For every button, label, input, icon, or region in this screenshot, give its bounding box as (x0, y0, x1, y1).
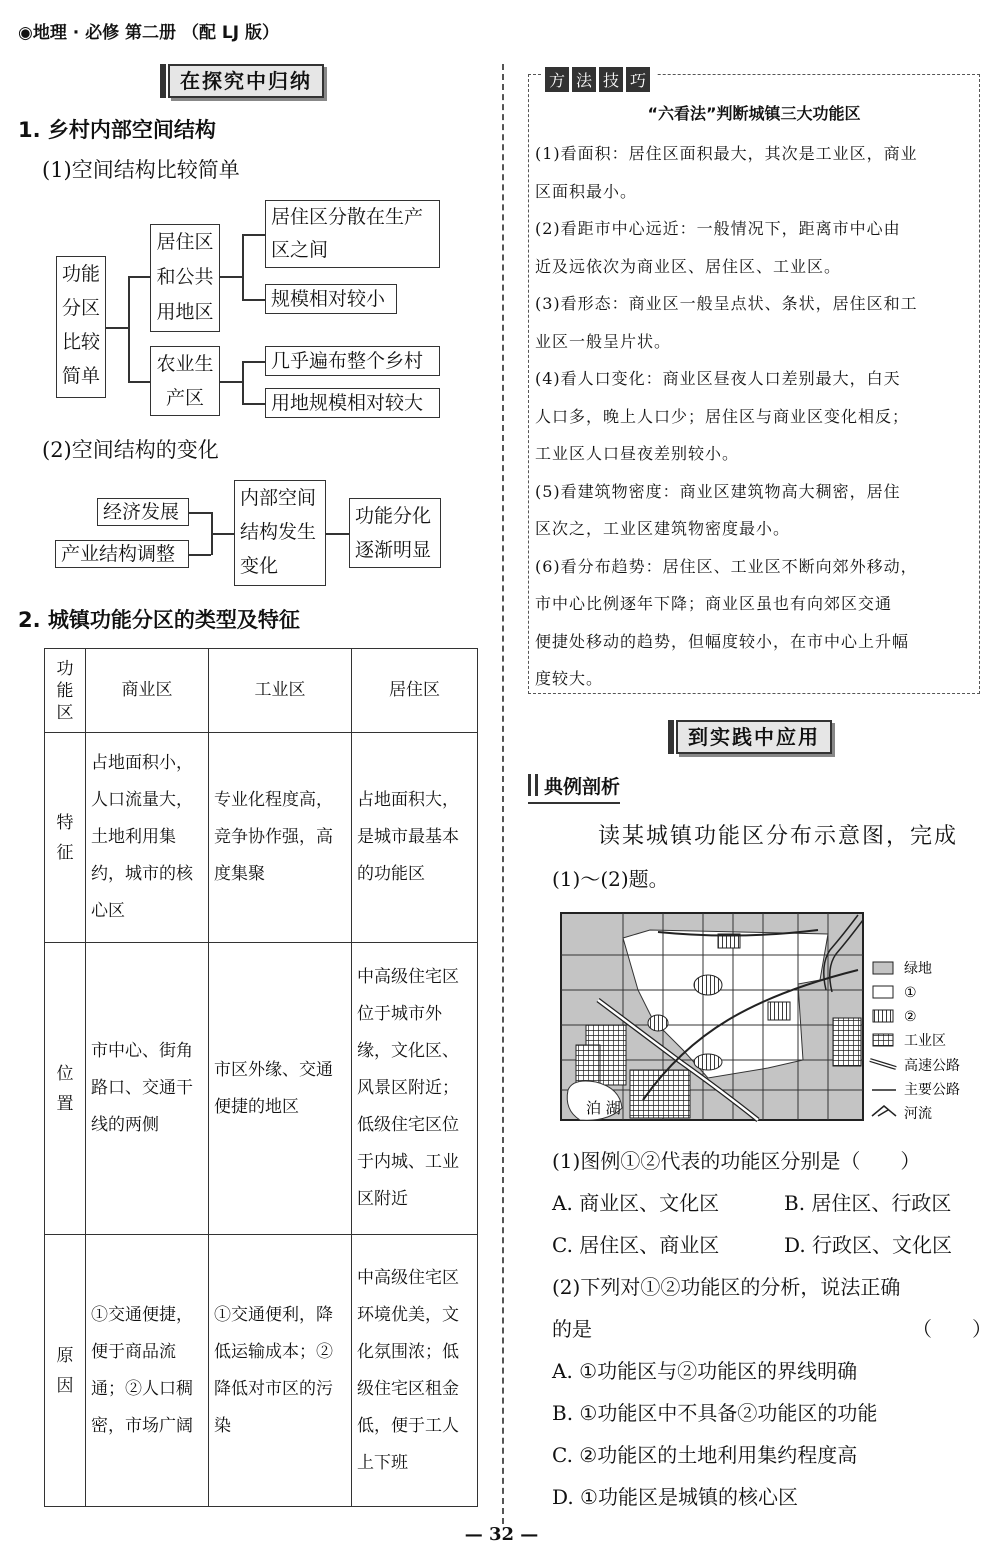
table-header-cell: 功能区 (45, 649, 86, 733)
column-divider (502, 64, 504, 1524)
tips-line: 区次之，工业区建筑物密度最小。 (535, 519, 791, 538)
table-cell: ①交通便捷，便于商品流通；②人口稠密，市场广阔 (86, 1235, 209, 1507)
table-cell: ①交通便利，降低运输成本；②降低对市区的污染 (209, 1235, 352, 1507)
question-2-option-d[interactable]: D. ①功能区是城镇的核心区 (552, 1485, 798, 1509)
map-zone-2-area (648, 1015, 668, 1031)
map-lake-label: 泊 湖 (586, 1099, 621, 1117)
diagram-leaf-3: 几乎遍布整个乡村 (265, 346, 440, 376)
legend-zone-2: ② (904, 1009, 917, 1025)
diagram2-input-1: 经济发展 (97, 498, 189, 526)
diagram-agriculture-box: 农业生 产区 (150, 346, 220, 416)
table-cell: 占地面积大，是城市最基本的功能区 (352, 733, 478, 943)
tips-line: (2)看距市中心远近：一般情况下，距离市中心由 (535, 219, 901, 238)
diagram-root-box: 功能 分区 比较 简单 (56, 256, 106, 398)
tips-line: (4)看人口变化：商业区昼夜人口差别最大，白天 (535, 369, 901, 388)
section-2-title: 2. 城镇功能分区的类型及特征 (18, 608, 300, 632)
question-2-option-b[interactable]: B. ①功能区中不具备②功能区的功能 (552, 1401, 878, 1425)
subsection-1-1: (1)空间结构比较简单 (42, 158, 240, 182)
table-cell: 市中心、街角路口、交通干线的两侧 (86, 943, 209, 1235)
question-1-option-d[interactable]: D. 行政区、文化区 (784, 1233, 953, 1257)
question-2-option-c[interactable]: C. ②功能区的土地利用集约程度高 (552, 1443, 858, 1467)
question-1-option-c[interactable]: C. 居住区、商业区 (552, 1233, 720, 1257)
tips-line: 近及远依次为商业区、居住区、工业区。 (535, 256, 842, 276)
method-tips-box (528, 71, 980, 694)
question-2-option-a[interactable]: A. ①功能区与②功能区的界线明确 (552, 1359, 858, 1383)
diagram2-mid-box: 内部空间 结构发生 变化 (234, 480, 326, 586)
legend-main-road: 主要公路 (904, 1082, 960, 1098)
town-zoning-map (558, 910, 978, 1125)
example-title: 典例剖析 (528, 772, 620, 804)
question-1-option-a[interactable]: A. 商业区、文化区 (552, 1191, 720, 1215)
example-intro-2: (1)～(2)题。 (552, 867, 669, 891)
tips-title: “六看法”判断城镇三大功能区 (647, 104, 861, 123)
example-intro-1: 读某城镇功能区分布示意图，完成 (598, 824, 959, 849)
table-row-label: 原因 (45, 1235, 86, 1507)
tips-tag: 方 法 技 巧 (541, 67, 657, 92)
table-row (45, 943, 478, 1235)
legend-river: 河流 (904, 1106, 932, 1122)
table-cell: 占地面积小，人口流量大，土地利用集约，城市的核心区 (86, 733, 209, 943)
table-header-cell: 商业区 (86, 649, 209, 733)
question-2-stem: (2)下列对①②功能区的分析，说法正确 (552, 1275, 901, 1299)
tips-line: (5)看建筑物密度：商业区建筑物高大稠密，居住 (535, 481, 901, 501)
question-1-stem: (1)图例①②代表的功能区分别是（ ） (552, 1149, 921, 1173)
tips-line: (1)看面积：居住区面积最大，其次是工业区，商业 (535, 144, 918, 163)
table-row (45, 733, 478, 943)
table-header-cell: 居住区 (352, 649, 478, 733)
diagram-leaf-2: 规模相对较小 (265, 284, 397, 314)
tips-line: 区面积最小。 (535, 181, 638, 201)
question-1-option-b[interactable]: B. 居住区、行政区 (784, 1191, 952, 1215)
tips-line: 便捷处移动的趋势，但幅度较小，在市中心上升幅 (535, 631, 910, 651)
legend-highway: 高速公路 (904, 1058, 960, 1074)
legend-zone-1: ① (904, 985, 917, 1001)
legend-industrial: 工业区 (904, 1033, 946, 1049)
tips-line: (6)看分布趋势：居住区、工业区不断向郊外移动， (535, 556, 918, 576)
tips-line: 市中心比例逐年下降；商业区虽也有向郊区交通 (535, 594, 893, 613)
tips-line: 度较大。 (535, 669, 604, 688)
table-cell: 市区外缘、交通便捷的地区 (209, 943, 352, 1235)
tips-line: (3)看形态：商业区一般呈点状、条状，居住区和工 (535, 294, 918, 313)
diagram2-input-2: 产业结构调整 (55, 540, 189, 568)
question-2-stem-cont: 的是 (552, 1317, 592, 1341)
subsection-1-2: (2)空间结构的变化 (42, 438, 219, 462)
table-cell: 中高级住宅区位于城市外缘，文化区、风景区附近；低级住宅区位于内城、工业区附近 (352, 943, 478, 1235)
tips-body (535, 135, 979, 698)
diagram-leaf-1: 居住区分散在生产 区之间 (265, 200, 440, 268)
map-zone-2-area (694, 975, 722, 995)
tips-line: 业区一般呈片状。 (535, 331, 672, 351)
table-row-label: 特征 (45, 733, 86, 943)
map-zone-2-area (768, 1002, 790, 1020)
legend-green: 绿地 (904, 961, 932, 977)
table-cell: 专业化程度高，竞争协作强，高度集聚 (209, 733, 352, 943)
table-header-row (45, 649, 478, 733)
section-banner-right: 到实践中应用 (676, 720, 832, 754)
diagram2-output-box: 功能分化 逐渐明显 (349, 498, 441, 568)
function-zone-table (44, 648, 478, 1507)
diagram-leaf-4: 用地规模相对较大 (265, 388, 440, 418)
diagram-residential-box: 居住区 和公共 用地区 (150, 224, 220, 332)
tips-line: 人口多，晚上人口少；居住区与商业区变化相反； (535, 406, 910, 426)
table-row (45, 1235, 478, 1507)
running-header: ◉地理 · 必修 第二册 （配 LJ 版） (18, 23, 279, 43)
table-header-cell: 工业区 (209, 649, 352, 733)
section-banner-left: 在探究中归纳 (168, 64, 324, 98)
question-2-answer-paren: （ ） (912, 1317, 992, 1341)
map-zone-2-area (694, 1054, 722, 1070)
map-industrial-zone (833, 1018, 861, 1066)
table-cell: 中高级住宅区环境优美，文化氛围浓；低级住宅区租金低，便于工人上下班 (352, 1235, 478, 1507)
section-1-title: 1. 乡村内部空间结构 (18, 118, 216, 142)
page-number: — 32 — (464, 1524, 539, 1545)
tips-line: 工业区人口昼夜差别较小。 (535, 444, 740, 463)
table-row-label: 位置 (45, 943, 86, 1235)
